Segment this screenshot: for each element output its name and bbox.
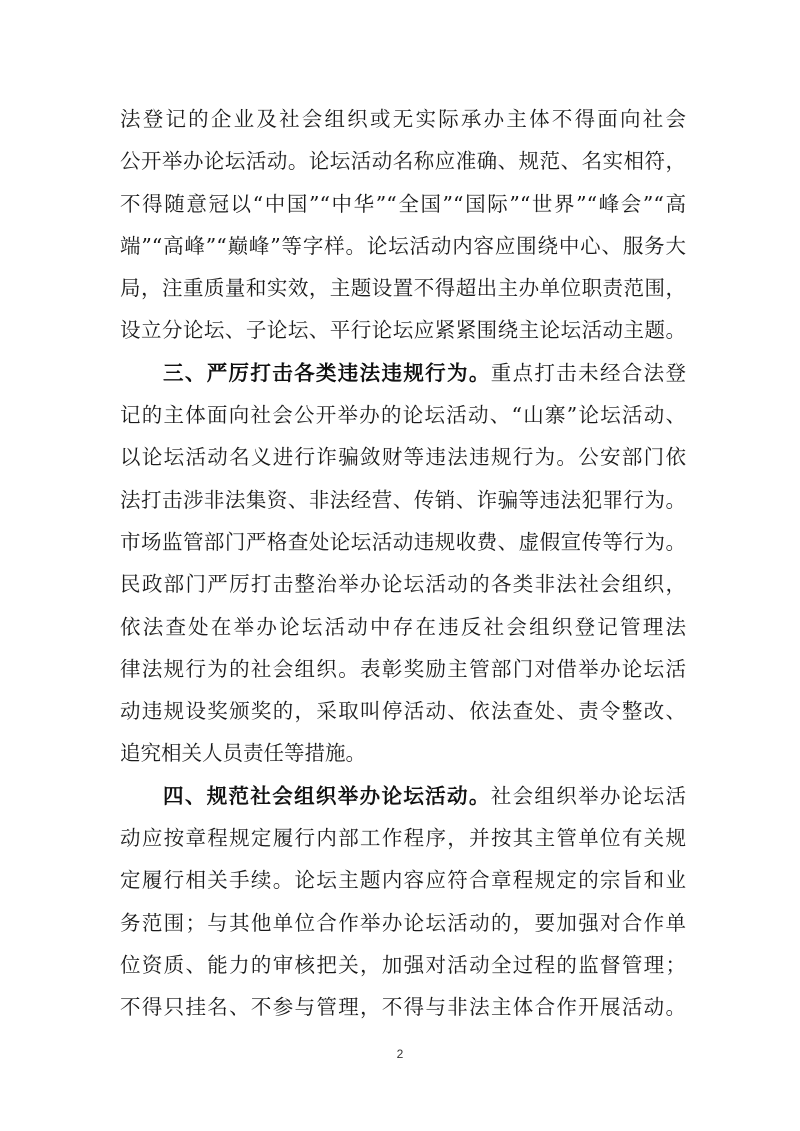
text-line: 动违规设奖颁奖的，采取叫停活动、依法查处、责令整改、 bbox=[120, 699, 686, 724]
document-body bbox=[120, 98, 686, 1029]
section-four-lead-text: 社会组织举办论坛活 bbox=[490, 783, 687, 808]
section-three-lead-text: 重点打击未经合法登 bbox=[490, 360, 687, 385]
section-three bbox=[120, 352, 686, 775]
section-three-heading: 三、严厉打击各类违法违规行为。 bbox=[163, 360, 491, 385]
text-line: 不得只挂名、不参与管理，不得与非法主体合作开展活动。 bbox=[120, 995, 686, 1020]
paragraph-continuation bbox=[120, 98, 686, 352]
text-line: 追究相关人员责任等措施。 bbox=[120, 741, 366, 766]
section-four-first-line bbox=[120, 775, 686, 817]
text-line: 法打击涉非法集资、非法经营、传销、诈骗等违法犯罪行为。 bbox=[120, 487, 686, 512]
page-number: 2 bbox=[396, 1047, 404, 1061]
text-line: 定履行相关手续。论坛主题内容应符合章程规定的宗旨和业 bbox=[120, 868, 686, 893]
text-line: 动应按章程规定履行内部工作程序，并按其主管单位有关规 bbox=[120, 826, 686, 851]
text-line: 记的主体面向社会公开举办的论坛活动、“山寨”论坛活动、 bbox=[120, 403, 686, 428]
text-line: 位资质、能力的审核把关，加强对活动全过程的监督管理； bbox=[120, 952, 686, 977]
text-line: 民政部门严厉打击整治举办论坛活动的各类非法社会组织， bbox=[120, 572, 686, 597]
text-line: 公开举办论坛活动。论坛活动名称应准确、规范、名实相符， bbox=[120, 149, 686, 174]
text-line: 设立分论坛、子论坛、平行论坛应紧紧围绕主论坛活动主题。 bbox=[120, 318, 686, 343]
text-line: 以论坛活动名义进行诈骗敛财等违法违规行为。公安部门依 bbox=[120, 445, 686, 470]
text-line: 端”“高峰”“巅峰”等字样。论坛活动内容应围绕中心、服务大 bbox=[120, 233, 686, 258]
text-line: 不得随意冠以“中国”“中华”“全国”“国际”“世界”“峰会”“高 bbox=[120, 191, 686, 216]
text-line: 依法查处在举办论坛活动中存在违反社会组织登记管理法 bbox=[120, 614, 686, 639]
section-four-heading: 四、规范社会组织举办论坛活动。 bbox=[163, 783, 491, 808]
text-line: 局，注重质量和实效，主题设置不得超出主办单位职责范围， bbox=[120, 276, 686, 301]
section-three-first-line bbox=[120, 352, 686, 394]
text-line: 市场监管部门严格查处论坛活动违规收费、虚假宣传等行为。 bbox=[120, 529, 686, 554]
text-line: 法登记的企业及社会组织或无实际承办主体不得面向社会 bbox=[120, 107, 686, 131]
section-four bbox=[120, 775, 686, 1029]
text-line: 律法规行为的社会组织。表彰奖励主管部门对借举办论坛活 bbox=[120, 656, 686, 681]
text-line: 务范围；与其他单位合作举办论坛活动的，要加强对合作单 bbox=[120, 910, 686, 935]
